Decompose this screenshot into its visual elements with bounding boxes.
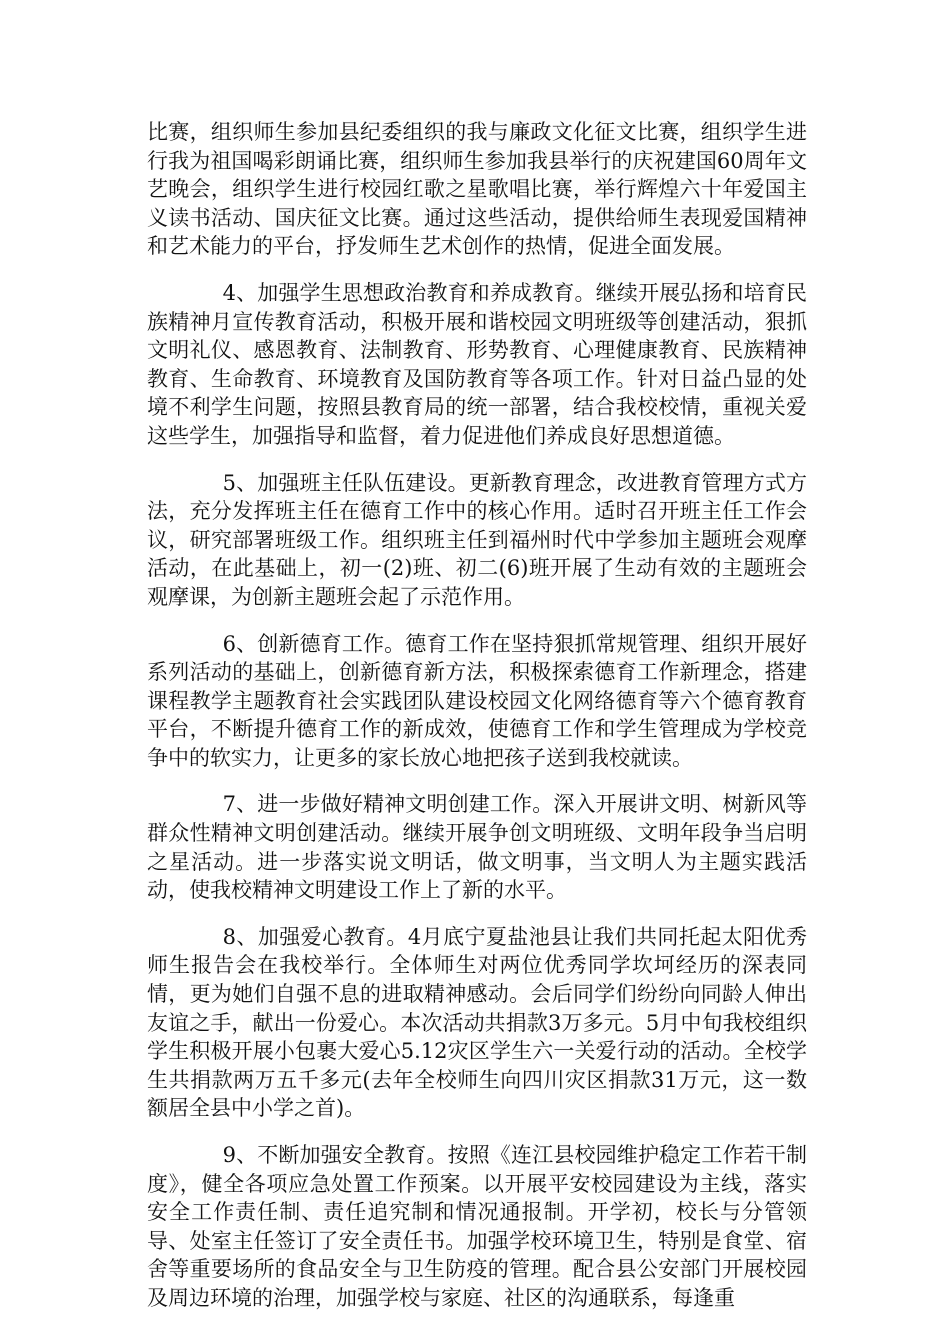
paragraph-7: 9、不断加强安全教育。按照《连江县校园维护稳定工作若干制度》，健全各项应急处置工作预案。以开展平安校园建设为主线，落实安全工作责任制、责任追究制和情况通报制。开学初，校长与分管领导、处室主任签订了安全责任书。加强学校环境卫生，特别是食堂、宿舍等重要场所的食品安全与卫生防疫的管理。配合县公安部门开展校园及周边环境的治理，加强学校与家庭、社区的沟通联系，每逢重 xyxy=(147,1143,807,1310)
paragraph-2: 4、加强学生思想政治教育和养成教育。继续开展弘扬和培育民族精神月宣传教育活动，积极开展和谐校园文明班级等创建活动，狠抓文明礼仪、感恩教育、法制教育、形势教育、心理健康教育、民族精神教育、生命教育、环境教育及国防教育等各项工作。针对日益凸显的处境不利学生问题，按照县教育局的统一部署，结合我校校情，重视关爱这些学生，加强指导和监督，着力促进他们养成良好思想道德。 xyxy=(147,280,807,448)
paragraph-1: 比赛，组织师生参加县纪委组织的我与廉政文化征文比赛，组织学生进行我为祖国喝彩朗诵比赛，组织师生参加我县举行的庆祝建国60周年文艺晚会，组织学生进行校园红歌之星歌唱比赛，举行辉煌六十年爱国主义读书活动、国庆征文比赛。通过这些活动，提供给师生表现爱国精神和艺术能力的平台，抒发师生艺术创作的热情，促进全面发展。 xyxy=(147,120,807,259)
paragraph-4: 6、创新德育工作。德育工作在坚持狠抓常规管理、组织开展好系列活动的基础上，创新德育新方法，积极探索德育工作新理念，搭建课程教学主题教育社会实践团队建设校园文化网络德育等六个德育教育平台，不断提升德育工作的新成效，使德育工作和学生管理成为学校竞争中的软实力，让更多的家长放心地把孩子送到我校就读。 xyxy=(147,631,807,770)
document-page xyxy=(147,118,807,1331)
paragraph-5: 7、进一步做好精神文明创建工作。深入开展讲文明、树新风等群众性精神文明创建活动。继续开展争创文明班级、文明年段争当启明之星活动。进一步落实说文明话，做文明事，当文明人为主题实践活动，使我校精神文明建设工作上了新的水平。 xyxy=(147,792,807,903)
paragraph-3: 5、加强班主任队伍建设。更新教育理念，改进教育管理方式方法，充分发挥班主任在德育工作中的核心作用。适时召开班主任工作会议，研究部署班级工作。组织班主任到福州时代中学参加主题班会观摩活动，在此基础上，初一(2)班、初二(6)班开展了生动有效的主题班会观摩课，为创新主题班会起了示范作用。 xyxy=(147,470,807,609)
paragraph-6: 8、加强爱心教育。4月底宁夏盐池县让我们共同托起太阳优秀师生报告会在我校举行。全体师生对两位优秀同学坎坷经历的深表同情，更为她们自强不息的进取精神感动。会后同学们纷纷向同龄人伸出友谊之手，献出一份爱心。本次活动共捐款3万多元。5月中旬我校组织学生积极开展小包裹大爱心5.12灾区学生六一关爱行动的活动。全校学生共捐款两万五千多元(去年全校师生向四川灾区捐款31万元，这一数额居全县中小学之首)。 xyxy=(147,924,807,1121)
